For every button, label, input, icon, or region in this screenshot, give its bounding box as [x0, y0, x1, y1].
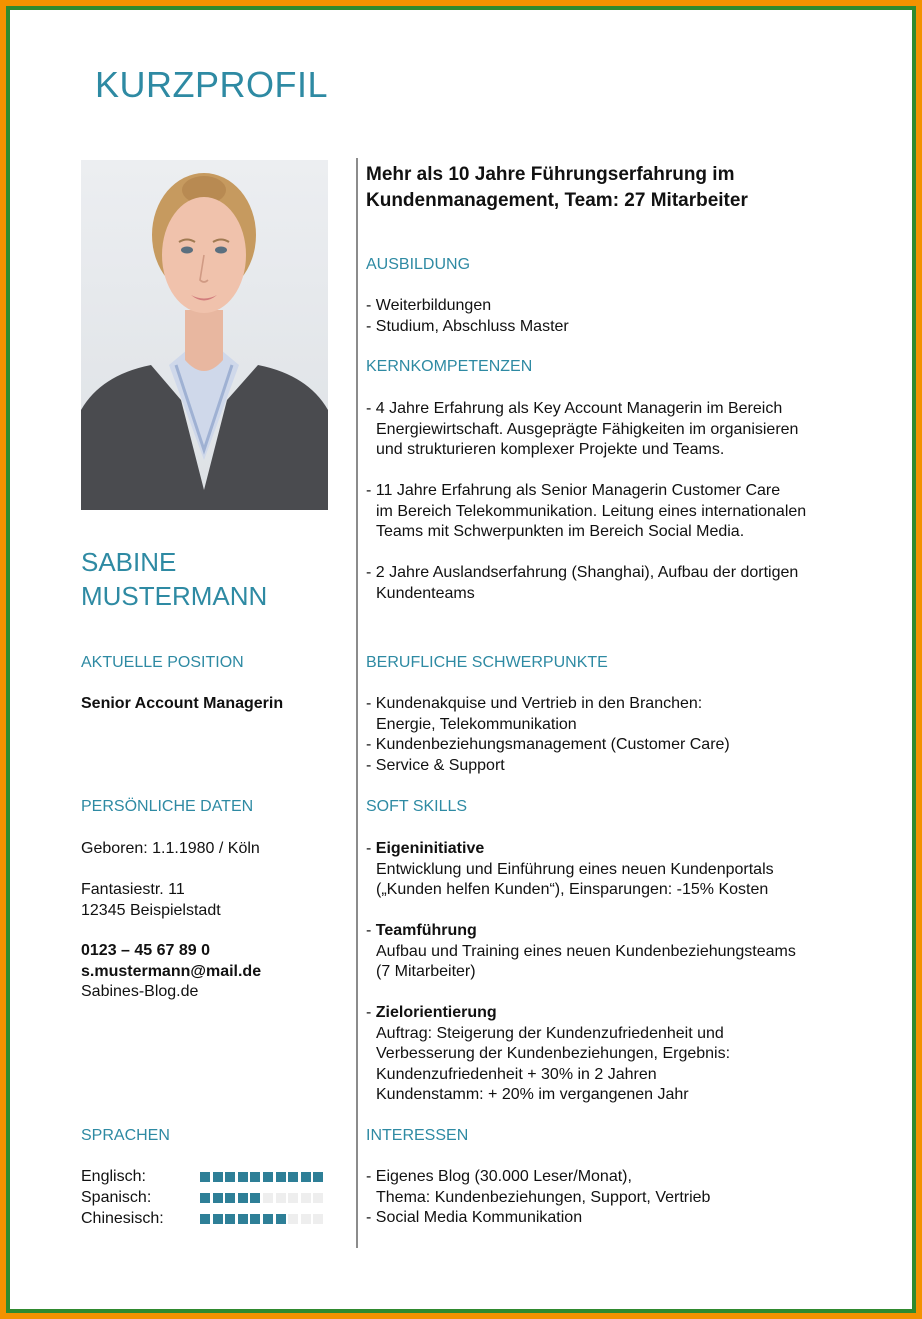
text-line: Kundenstamm: + 20% im vergangenen Jahr: [376, 1086, 689, 1104]
column-divider: [356, 158, 358, 1248]
ausbildung-heading: AUSBILDUNG: [366, 256, 471, 273]
interessen-list: [366, 1167, 710, 1229]
soft-skill-item: - Teamführung Aufbau und Training eines neuen Kundenbeziehungsteams (7 Mitarbeiter): [366, 921, 796, 983]
text-line: - Social Media Kommunikation: [366, 1209, 583, 1227]
level-segment-empty: [301, 1214, 311, 1224]
level-segment-filled: [200, 1172, 210, 1182]
blog-url: Sabines-Blog.de: [81, 983, 199, 1001]
list-item: - Weiterbildungen: [366, 297, 492, 314]
level-segment-filled: [213, 1172, 223, 1182]
text-line: - Kundenakquise und Vertrieb in den Branchen:: [366, 695, 703, 712]
soft-skill-item: - Eigeninitiative Entwicklung und Einführung eines neuen Kundenportals („Kunden helfen Kunden“), Einsparungen: -15% Kosten: [366, 839, 774, 901]
profile-headline: [366, 162, 748, 214]
level-segment-filled: [276, 1214, 286, 1224]
soft-skill-title: Eigeninitiative: [375, 840, 485, 857]
language-label: Spanisch:: [81, 1189, 152, 1206]
language-row: [81, 1188, 341, 1208]
text-line: - Eigenes Blog (30.000 Leser/Monat),: [366, 1168, 632, 1185]
level-segment-filled: [250, 1193, 260, 1203]
level-segment-empty: [301, 1193, 311, 1203]
kernkompetenzen-heading: KERNKOMPETENZEN: [366, 358, 533, 375]
current-position: Senior Account Managerin: [81, 695, 284, 712]
level-segment-filled: [263, 1172, 273, 1182]
text-line: Auftrag: Steigerung der Kundenzufriedenheit und: [376, 1024, 724, 1042]
level-segment-filled: [313, 1172, 323, 1182]
text-line: (7 Mitarbeiter): [376, 963, 476, 981]
level-segment-filled: [301, 1172, 311, 1182]
list-item: - Studium, Abschluss Master: [366, 317, 569, 335]
language-level-bar: [200, 1193, 326, 1203]
address-street: Fantasiestr. 11: [81, 881, 185, 898]
text-line: Thema: Kundenbeziehungen, Support, Vertrieb: [376, 1188, 711, 1206]
level-segment-filled: [213, 1214, 223, 1224]
level-segment-empty: [313, 1193, 323, 1203]
level-segment-filled: [238, 1193, 248, 1203]
soft-skill-title: Teamführung: [375, 922, 477, 939]
level-segment-filled: [250, 1214, 260, 1224]
address: [81, 880, 221, 921]
level-segment-filled: [276, 1172, 286, 1182]
soft-skill-item: - Zielorientierung Auftrag: Steigerung der Kundenzufriedenheit und Verbesserung der Kundenbeziehungen, Ergebnis: Kundenzufriedenheit + 30% in 2 Jahren Kundenstamm: + 20% im vergangenen Jahr: [366, 1003, 730, 1106]
language-level-bar: [200, 1172, 326, 1182]
text-line: Entwicklung und Einführung eines neuen Kundenportals: [376, 860, 774, 878]
headline-line: Mehr als 10 Jahre Führungserfahrung im: [366, 164, 735, 185]
level-segment-filled: [263, 1214, 273, 1224]
language-row: [81, 1209, 341, 1229]
text-line: und strukturieren komplexer Projekte und Teams.: [376, 441, 725, 459]
ausbildung-list: [366, 296, 569, 337]
schwerpunkte-heading: BERUFLICHE SCHWERPUNKTE: [366, 654, 608, 671]
text-line: - Kundenbeziehungsmanagement (Customer Care): [366, 736, 730, 754]
level-segment-filled: [200, 1214, 210, 1224]
schwerpunkte-list: [366, 694, 730, 776]
profile-photo: [81, 160, 328, 510]
text-line: Energiewirtschaft. Ausgeprägte Fähigkeiten im organisieren: [376, 420, 799, 438]
email-address: s.mustermann@mail.de: [81, 962, 262, 980]
page-title: KURZPROFIL: [95, 64, 329, 105]
text-line: („Kunden helfen Kunden“), Einsparungen: -15% Kosten: [376, 881, 769, 899]
level-segment-filled: [250, 1172, 260, 1182]
phone-number: 0123 – 45 67 89 0: [81, 942, 211, 959]
text-line: - 11 Jahre Erfahrung als Senior Managerin Customer Care: [366, 482, 781, 499]
level-segment-empty: [263, 1193, 273, 1203]
person-name: [81, 545, 267, 613]
level-segment-filled: [238, 1214, 248, 1224]
headline-line: Kundenmanagement, Team: 27 Mitarbeiter: [366, 190, 748, 211]
contact: [81, 941, 261, 1003]
kernkompetenz-item: [366, 563, 798, 604]
interessen-heading: INTERESSEN: [366, 1127, 469, 1144]
persoenliche-daten-heading: PERSÖNLICHE DATEN: [81, 798, 254, 815]
sprachen-heading: SPRACHEN: [81, 1127, 170, 1144]
text-line: - 2 Jahre Auslandserfahrung (Shanghai), Aufbau der dortigen: [366, 564, 799, 581]
text-line: Aufbau und Training eines neuen Kundenbeziehungsteams: [376, 942, 796, 960]
text-line: - Service & Support: [366, 756, 505, 774]
first-name: SABINE: [81, 547, 177, 577]
level-segment-empty: [313, 1214, 323, 1224]
level-segment-filled: [213, 1193, 223, 1203]
aktuelle-position-heading: AKTUELLE POSITION: [81, 654, 244, 671]
level-segment-empty: [288, 1214, 298, 1224]
level-segment-filled: [238, 1172, 248, 1182]
language-level-bar: [200, 1214, 326, 1224]
text-line: im Bereich Telekommunikation. Leitung eines internationalen: [376, 502, 807, 520]
text-line: Energie, Telekommunikation: [376, 715, 577, 733]
last-name: MUSTERMANN: [81, 581, 268, 611]
text-line: - 4 Jahre Erfahrung als Key Account Managerin im Bereich: [366, 400, 783, 417]
level-segment-filled: [200, 1193, 210, 1203]
kernkompetenz-item: [366, 481, 806, 543]
level-segment-filled: [225, 1193, 235, 1203]
text-line: Kundenteams: [376, 584, 475, 602]
soft-skills-heading: SOFT SKILLS: [366, 798, 468, 815]
text-line: Kundenzufriedenheit + 30% in 2 Jahren: [376, 1065, 657, 1083]
language-label: Englisch:: [81, 1168, 146, 1185]
language-label: Chinesisch:: [81, 1210, 164, 1227]
level-segment-filled: [288, 1172, 298, 1182]
soft-skill-title: Zielorientierung: [375, 1004, 497, 1021]
birth-info: Geboren: 1.1.1980 / Köln: [81, 840, 260, 857]
text-line: Teams mit Schwerpunkten im Bereich Social Media.: [376, 523, 745, 541]
address-city: 12345 Beispielstadt: [81, 901, 221, 919]
text-line: Verbesserung der Kundenbeziehungen, Ergebnis:: [376, 1045, 731, 1063]
level-segment-filled: [225, 1214, 235, 1224]
language-row: [81, 1167, 341, 1187]
level-segment-filled: [225, 1172, 235, 1182]
level-segment-empty: [276, 1193, 286, 1203]
level-segment-empty: [288, 1193, 298, 1203]
kernkompetenz-item: [366, 399, 798, 461]
